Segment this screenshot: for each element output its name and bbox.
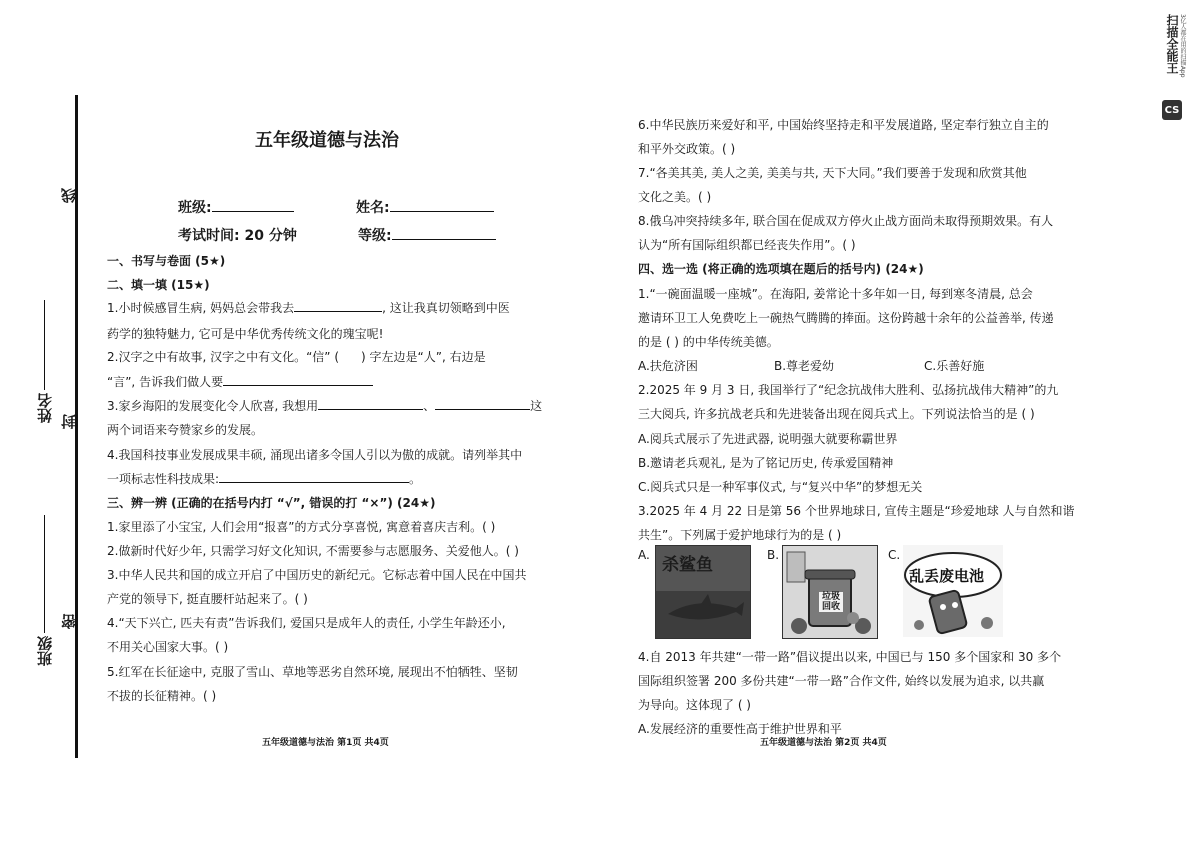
option-a-image [655, 545, 751, 639]
choice-q4-line1: 4.自 2013 年共建“一带一路”倡议提出以来, 中国已与 150 多个国家和 30 多个 [638, 650, 1062, 664]
camscanner-logo [1162, 14, 1184, 134]
name-label: 姓名: [356, 197, 494, 217]
choice-q1-line3: 的是 ( ) 的中华传统美德。 [638, 335, 779, 349]
fill-q1-line1: 1.小时候感冒生病, 妈妈总会带我去 , 这让我真切领略到中医 [107, 301, 510, 315]
choice-q2-opt-a: A.阅兵式展示了先进武器, 说明强大就要称霸世界 [638, 432, 898, 446]
judge-q7-line2: 文化之美。( ) [638, 190, 712, 204]
choice-q3-line1: 3.2025 年 4 月 22 日是第 56 个世界地球日, 宣传主题是“珍爱地球 人与自然和谐 [638, 504, 1075, 518]
choice-q1-opt-a: A.扶危济困 [638, 359, 698, 373]
choice-q1-opt-b: B.尊老爱幼 [774, 359, 835, 373]
judge-q6-line2: 和平外交政策。( ) [638, 142, 736, 156]
binding-xian: 线 [60, 188, 78, 203]
judge-q8-line1: 8.俄乌冲突持续多年, 联合国在促成双方停火止战方面尚未取得预期效果。有人 [638, 214, 1054, 228]
section-1-heading: 一、书写与卷面 (5★) [107, 254, 226, 268]
cs-badge-icon: CS [1162, 100, 1182, 120]
binding-name-label: 姓名 [36, 393, 54, 423]
choice-q4-opt-a: A.发展经济的重要性高于维护世界和平 [638, 722, 842, 736]
binding-class-line [44, 515, 45, 633]
judge-q2: 2.做新时代好少年, 只需学习好文化知识, 不需要参与志愿服务、关爱他人。( ) [107, 544, 519, 558]
judge-q1: 1.家里添了小宝宝, 人们会用“报喜”的方式分享喜悦, 寓意着喜庆吉利。( ) [107, 520, 496, 534]
binding-class-label: 班级 [36, 636, 54, 666]
choice-q4-line3: 为导向。这体现了 ( ) [638, 698, 751, 712]
option-b-image [782, 545, 878, 639]
fill-q2-line2: “言”, 告诉我们做人要 [107, 373, 373, 390]
image-b-text: 垃圾回收 [819, 592, 843, 612]
judge-q4-line2: 不用关心国家大事。( ) [107, 640, 229, 654]
brand-sub: 3亿人都在用的扫描App [1179, 14, 1186, 78]
binding-mi: 密 [60, 614, 78, 629]
judge-q3-line2: 产党的领导下, 挺直腰杆站起来了。( ) [107, 592, 308, 606]
option-c-label: C. [888, 548, 901, 562]
image-c-text: 乱丢废电池 [909, 567, 985, 585]
judge-q5-line1: 5.红军在长征途中, 克服了雪山、草地等恶劣自然环境, 展现出不怕牺牲、坚韧 [107, 665, 518, 679]
choice-q4-line2: 国际组织签署 200 多份共建“一带一路”合作文件, 始终以发展为追求, 以共赢 [638, 674, 1045, 688]
choice-q3-line2: 共生”。下列属于爱护地球行为的是 ( ) [638, 528, 842, 542]
fill-q4-line2: 一项标志性科技成果: 。 [107, 472, 422, 486]
choice-q2-line2: 三大阅兵, 许多抗战老兵和先进装备出现在阅兵式上。下列说法恰当的是 ( ) [638, 407, 1035, 421]
fill-q4-line1: 4.我国科技事业发展成果丰硕, 涌现出诸多令国人引以为傲的成就。请列举其中 [107, 448, 523, 462]
choice-q1-opt-c: C.乐善好施 [924, 359, 985, 373]
image-a-text: 杀鲨鱼 [662, 555, 713, 575]
choice-q2-line1: 2.2025 年 9 月 3 日, 我国举行了“纪念抗战伟大胜利、弘扬抗战伟大精神”的九 [638, 383, 1059, 397]
section-4-heading: 四、选一选 (将正确的选项填在题后的括号内) (24★) [638, 262, 924, 276]
fill-q3-line1: 3.家乡海阳的发展变化令人欣喜, 我想用 、 这 [107, 399, 543, 413]
fill-q3-line2: 两个词语来夸赞家乡的发展。 [107, 423, 264, 437]
judge-q5-line2: 不拔的长征精神。( ) [107, 689, 217, 703]
time-label: 考试时间: 20 分钟 [178, 228, 297, 244]
judge-q8-line2: 认为“所有国际组织都已经丧失作用”。( ) [638, 238, 856, 252]
exam-title: 五年级道德与法治 [255, 130, 399, 151]
fill-q1-line2: 药学的独特魅力, 它可是中华优秀传统文化的瑰宝呢! [107, 327, 384, 341]
grade-label: 等级: [358, 225, 496, 245]
page1-footer: 五年级道德与法治 第1页 共4页 [262, 738, 389, 748]
section-2-heading: 二、填一填 (15★) [107, 278, 210, 292]
judge-q4-line1: 4.“天下兴亡, 匹夫有责”告诉我们, 爱国只是成年人的责任, 小学生年龄还小, [107, 616, 506, 630]
choice-q2-opt-b: B.邀请老兵观礼, 是为了铭记历史, 传承爱国精神 [638, 456, 894, 470]
class-label: 班级: [178, 197, 294, 217]
option-a-label: A. [638, 548, 650, 562]
judge-q6-line1: 6.中华民族历来爱好和平, 中国始终坚持走和平发展道路, 坚定奉行独立自主的 [638, 118, 1049, 132]
binding-name-line [44, 300, 45, 390]
judge-q3-line1: 3.中华人民共和国的成立开启了中国历史的新纪元。它标志着中国人民在中国共 [107, 568, 527, 582]
choice-q1-line2: 邀请环卫工人免费吃上一碗热气腾腾的捧面。这份跨越十余年的公益善举, 传递 [638, 311, 1054, 325]
brand-name: 扫描全能王 [1165, 14, 1179, 74]
page2-footer: 五年级道德与法治 第2页 共4页 [760, 738, 887, 748]
section-3-heading: 三、辨一辨 (正确的在括号内打 “√”, 错误的打 “×”) (24★) [107, 496, 436, 510]
binding-feng: 封 [60, 414, 78, 429]
choice-q2-opt-c: C.阅兵式只是一种军事仪式, 与“复兴中华”的梦想无关 [638, 480, 923, 494]
fill-q2-line1: 2.汉字之中有故事, 汉字之中有文化。“信” ( ) 字左边是“人”, 右边是 [107, 350, 486, 364]
choice-q1-line1: 1.“一碗面温暖一座城”。在海阳, 姜常论十多年如一日, 每到寒冬清晨, 总会 [638, 287, 1033, 301]
option-b-label: B. [767, 548, 780, 562]
option-c-image [903, 545, 1003, 637]
judge-q7-line1: 7.“各美其美, 美人之美, 美美与共, 天下大同。”我们要善于发现和欣赏其他 [638, 166, 1027, 180]
